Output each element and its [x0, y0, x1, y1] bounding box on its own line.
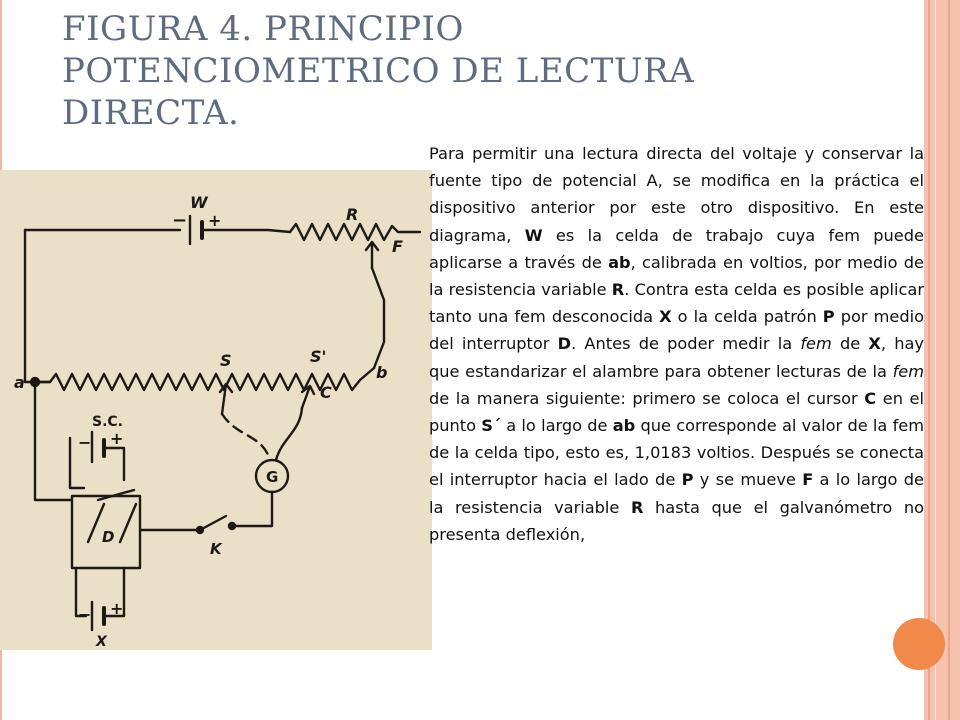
paragraph-italic-term: fem	[800, 334, 832, 354]
dashed-s-to-g	[222, 414, 270, 460]
paragraph-bold-term: X	[868, 334, 881, 354]
paragraph-bold-term: ab	[612, 416, 636, 436]
paragraph-text-run: por medio del interruptor	[429, 307, 924, 354]
wire-c-to-g	[276, 408, 302, 460]
label-plus-sc: +	[110, 429, 124, 448]
wire-sc-right	[104, 448, 124, 480]
explanation-paragraph	[429, 140, 924, 548]
paragraph-bold-term: P	[822, 307, 835, 327]
terminal-a	[31, 378, 39, 386]
paragraph-bold-term: F	[802, 470, 814, 490]
paragraph-text-run: a lo largo de	[501, 416, 613, 436]
label-w: W	[190, 193, 208, 212]
paragraph-italic-term: fem	[892, 361, 924, 381]
switch-d-blade-2	[120, 504, 136, 542]
label-sc: S.C.	[92, 414, 123, 430]
paragraph-bold-term: C	[864, 388, 877, 408]
circuit-diagram-image	[0, 170, 432, 650]
paragraph-text-run: , calibrada en voltios, por medio de la resistencia variable	[429, 252, 924, 300]
wire-g-to-k	[232, 492, 272, 526]
cursor-c-arrow	[302, 386, 314, 408]
wire-w-to-r	[202, 230, 290, 232]
paragraph-text-run: a lo largo de la resistencia variable	[429, 470, 924, 517]
slide-title	[62, 8, 922, 134]
paragraph-text-run: de	[831, 334, 869, 354]
wire-a-down	[35, 386, 70, 500]
right-stripe-line-2	[935, 0, 936, 720]
key-k-contact-right	[229, 523, 235, 529]
paragraph-text-run: Para permitir una lectura directa del voltaje y conservar la fuente tipo de potencial A, se modifica en la práctica el dispositivo anterior por este otro dispositivo. En este diagrama,	[429, 144, 924, 245]
label-plus-x: +	[110, 599, 124, 618]
paragraph-bold-term: R	[630, 497, 644, 517]
title-line-1: FIGURA 4. PRINCIPIO	[62, 9, 464, 49]
paragraph-text-run: que corresponde al valor de la fem de la celda tipo, esto es, 1,0183 voltios. Después se conecta el interruptor hacia el lado de	[429, 416, 924, 490]
paragraph-bold-term: ab	[608, 252, 631, 272]
label-s: S	[220, 351, 232, 370]
label-plus-w: +	[208, 211, 222, 230]
label-c: C	[320, 383, 332, 402]
label-s-prime: S'	[310, 347, 327, 366]
key-k-lever	[200, 516, 226, 530]
paragraph-text-run: , hay que estandarizar el alambre para obtener lecturas de la	[429, 334, 924, 381]
cursor-s-arrow	[220, 384, 232, 414]
title-line-2: POTENCIOMETRICO DE LECTURA	[62, 51, 695, 91]
paragraph-bold-term: W	[524, 225, 543, 245]
paragraph-text-run: hasta que el galvanómetro no presenta deflexión,	[429, 497, 924, 544]
paragraph-bold-term: S´	[481, 416, 502, 436]
paragraph-text-run: es la celda de trabajo cuya fem puede aplicarse a través de	[429, 225, 925, 272]
paragraph-text-run: y se mueve	[693, 470, 803, 490]
label-x: X	[96, 634, 107, 650]
paragraph-text-run: o la celda patrón	[671, 307, 823, 327]
label-minus-sc: −	[78, 433, 92, 452]
paragraph-text-run: . Antes de poder medir la	[571, 334, 801, 354]
paragraph-bold-term: X	[659, 307, 672, 327]
label-minus-w: −	[172, 210, 188, 231]
label-b: b	[376, 363, 388, 382]
paragraph-text-run: . Contra esta celda es posible aplicar tanto una fem desconocida	[429, 280, 924, 327]
label-minus-x: −	[78, 605, 92, 624]
cursor-f-arrow	[366, 242, 378, 268]
label-a: a	[14, 373, 25, 392]
paragraph-bold-term: R	[611, 280, 625, 300]
paragraph-bold-term: D	[557, 334, 572, 354]
label-k: K	[210, 540, 222, 558]
right-stripe-line-1	[928, 0, 930, 720]
label-f: F	[392, 237, 403, 256]
paragraph-text-run: de la manera siguiente: primero se coloca el cursor	[429, 388, 865, 408]
orange-dot-decoration	[893, 618, 945, 670]
circuit-diagram	[0, 170, 432, 650]
paragraph-bold-term: P	[681, 470, 694, 490]
wire-f-down	[372, 268, 384, 368]
right-stripe-line-3	[948, 0, 950, 720]
paragraph-text-run: en el punto	[429, 388, 924, 436]
wire-top-left	[25, 230, 50, 382]
title-line-3: DIRECTA.	[62, 93, 240, 133]
label-r: R	[346, 205, 359, 224]
label-g: G	[266, 468, 279, 486]
label-d: D	[102, 528, 115, 546]
